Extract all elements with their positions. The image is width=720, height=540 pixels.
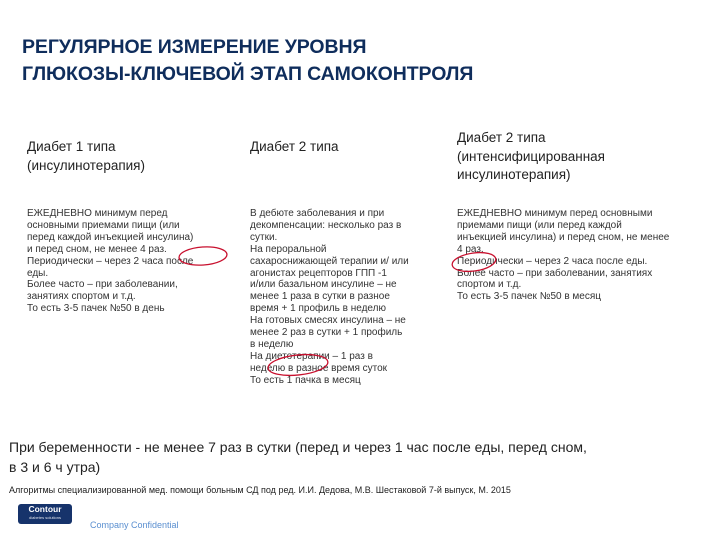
body-line: занятиях спортом и т.д. [27,291,136,303]
body-line: 4 раз. [457,243,484,255]
column-heading-diabetes-type1 [27,138,145,175]
heading-line: (интенсифицированная [457,148,605,164]
body-line: На пероральной [250,243,327,255]
heading-line: Диабет 2 типа [250,139,339,154]
pregnancy-line: При беременности - не менее 7 раз в сутки (перед и через 1 час после еды, перед сном, [9,439,587,455]
reference-citation: Алгоритмы специализированной мед. помощи больным СД под ред. И.И. Дедова, М.В. Шестаковой 7-й выпуск, М. 2015 [9,485,511,495]
body-line: агонистах рецепторов ГПП -1 [250,267,387,279]
contour-logo [18,504,72,524]
body-line: То есть 3-5 пачек №50 в день [27,303,165,315]
column-body-diabetes-type2 [250,208,409,387]
body-line: Более часто – при заболевании, [27,279,178,291]
title-line-1: РЕГУЛЯРНОЕ ИЗМЕРЕНИЕ УРОВНЯ [22,36,367,58]
body-line: инъекцией инсулина) и перед сном, не менее [457,231,670,243]
body-line: перед каждой инъекцией инсулина) [27,231,194,243]
confidential-label: Company Confidential [90,520,179,530]
body-line: спортом и т.д. [457,279,522,291]
heading-line: Диабет 2 типа [457,130,546,145]
column-body-diabetes-type2-intensified [457,208,669,303]
body-line: менее 1 раза в сутки в разное [250,291,390,303]
heading-line: инсулинотерапия) [457,167,571,182]
body-line: менее 2 раз в сутки + 1 профиль [250,327,403,339]
slide-title [22,34,682,88]
body-line: время + 1 профиль в неделю [250,303,386,315]
body-line: еды. [27,267,49,279]
body-line: сутки. [250,231,278,243]
logo-name: Contour [28,504,62,514]
column-body-diabetes-type1 [27,208,193,315]
body-line: То есть 3-5 пачек №50 в месяц [457,291,602,303]
body-line: основными приемами пищи (или [27,219,180,231]
body-line: На готовых смесях инсулина – не [250,315,406,327]
body-line: На диетотерапии – 1 раз в [250,350,373,362]
body-line: ЕЖЕДНЕВНО минимум перед основными [457,208,653,219]
body-line: Периодически – через 2 часа после еды. [457,255,648,267]
column-heading-diabetes-type2-intensified [457,129,605,185]
body-line: В дебюте заболевания и при [250,208,385,219]
title-line-2: ГЛЮКОЗЫ-КЛЮЧЕВОЙ ЭТАП САМОКОНТРОЛЯ [22,63,474,85]
body-line: декомпенсации: несколько раз в [250,219,402,231]
body-line: Периодически – через 2 часа после [27,255,194,267]
body-line: приемами пищи (или перед каждой [457,219,622,231]
heading-line: (инсулинотерапия) [27,157,145,173]
body-line: То есть 1 пачка в месяц [250,374,361,386]
logo-subtitle: diabetes solutions [28,515,62,520]
pregnancy-line: в 3 и 6 ч утра) [9,459,101,475]
column-heading-diabetes-type2 [250,138,339,157]
body-line: Более часто – при заболевании, занятиях [457,267,653,279]
body-line: и перед сном, не менее 4 раз. [27,243,167,255]
body-line: в неделю [250,338,294,350]
body-line: и/или базальном инсулине – не [250,279,397,291]
heading-line: Диабет 1 типа [27,139,116,154]
body-line: ЕЖЕДНЕВНО минимум перед [27,208,168,219]
body-line: сахароснижающей терапии и/ или [250,255,409,267]
pregnancy-note [9,437,714,477]
body-line: неделю в разное время суток [250,362,388,374]
